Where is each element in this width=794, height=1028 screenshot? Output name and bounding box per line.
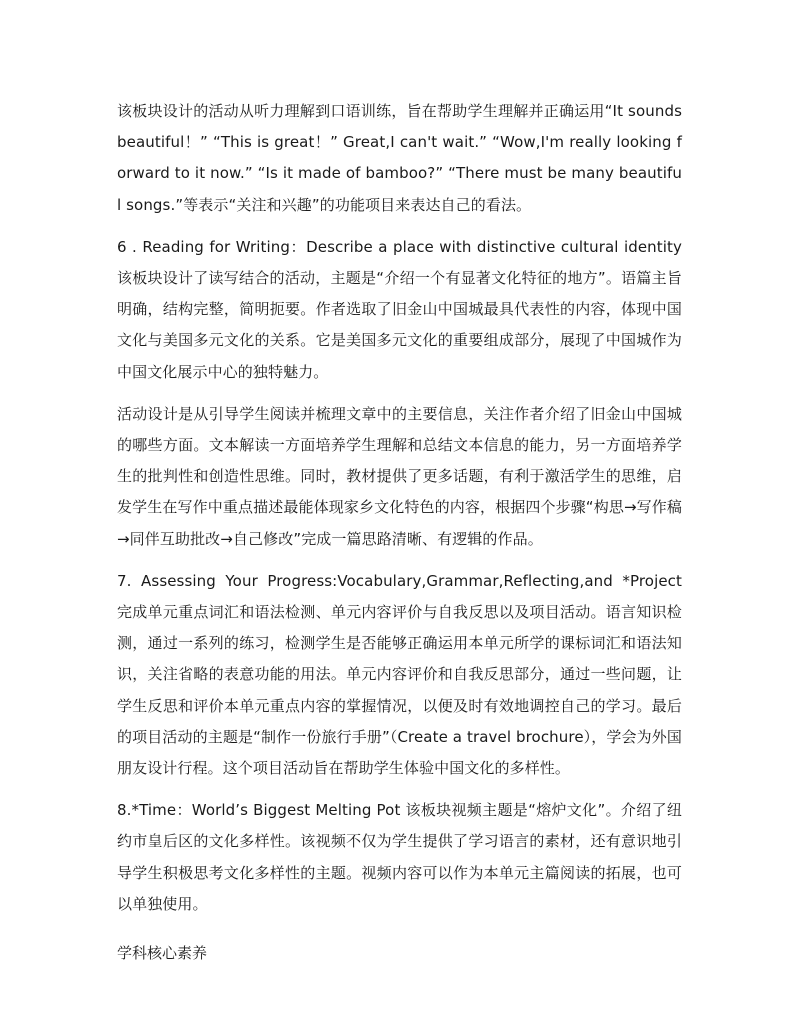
- paragraph-reading-for-writing: 6 . Reading for Writing：Describe a place with distinctive cultural identity 该板块设计了读写结合的活动，主题是“介绍一个有显著文化特征的地方”。语篇主旨明确，结构完整，简明扼要。作者选取了旧金山中国城最具代表性的内容，体现中国文化与美国多元文化的关系。它是美国多元文化的重要组成部分，展现了中国城作为中国文化展示中心的独特魅力。: [117, 237, 682, 381]
- paragraph-activity-design: 活动设计是从引导学生阅读并梳理文章中的主要信息，关注作者介绍了旧金山中国城的哪些方面。文本解读一方面培养学生理解和总结文本信息的能力，另一方面培养学生的批判性和创造性思维。同时，教材提供了更多话题，有利于激活学生的思维，启发学生在写作中重点描述最能体现家乡文化特色的内容，根据四个步骤“构思→写作稿→同伴互助批改→自己修改”完成一篇思路清晰、有逻辑的作品。: [117, 404, 682, 548]
- section-heading: 学科核心素养: [117, 944, 208, 963]
- paragraph-video-time: 8.*Time：World’s Biggest Melting Pot 该板块视频主题是“熔炉文化”。介绍了纽约市皇后区的文化多样性。该视频不仅为学生提供了学习语言的素材，还有意识地引导学生积极思考文化多样性的主题。视频内容可以作为本单元主篇阅读的拓展，也可以单独使用。: [117, 801, 682, 913]
- paragraph-assessing-progress: 7. Assessing Your Progress:Vocabulary,Grammar,Reflecting,and *Project 完成单元重点词汇和语法检测、单元内容评价与自我反思以及项目活动。语言知识检测，通过一系列的练习，检测学生是否能够正确运用本单元所学的课标词汇和语法知识，关注省略的表意功能的用法。单元内容评价和自我反思部分，通过一些问题，让学生反思和评价本单元重点内容的掌握情况，以便及时有效地调控自己的学习。最后的项目活动的主题是“制作一份旅行手册”（Create a travel brochure），学会为外国朋友设计行程。这个项目活动旨在帮助学生体验中国文化的多样性。: [117, 571, 682, 778]
- paragraph-listening-speaking: 该板块设计的活动从听力理解到口语训练，旨在帮助学生理解并正确运用“It sounds beautiful！” “This is great！” Great,I can't wait.” “Wow,I'm really looking forward to it now.” “Is it made of bamboo?” “There must be many beautiful songs.”等表示“关注和兴趣”的功能项目来表达自己的看法。: [117, 102, 682, 214]
